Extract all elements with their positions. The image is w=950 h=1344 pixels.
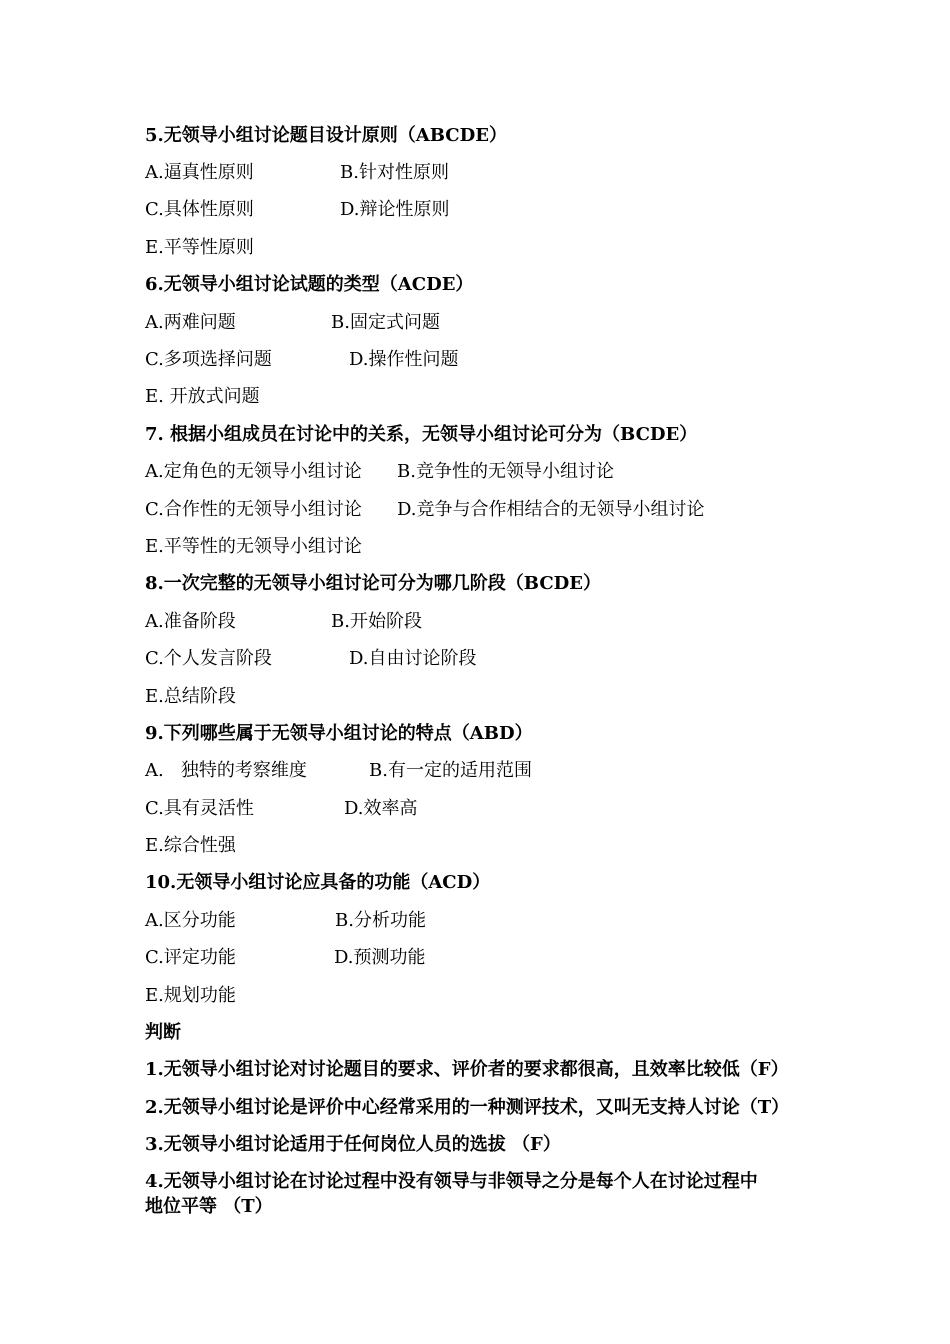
judgement-item-1: 1.无领导小组讨论对讨论题目的要求、评价者的要求都很高，且效率比较低（F）	[145, 1059, 789, 1080]
option-a: A.准备阶段	[145, 611, 236, 632]
question-8-options-row-2	[145, 647, 477, 671]
option-e: E.规划功能	[145, 985, 236, 1006]
option-c: C.合作性的无领导小组讨论	[145, 499, 362, 520]
judgement-item-2: 2.无领导小组讨论是评价中心经常采用的一种测评技术，又叫无支持人讨论（T）	[145, 1097, 790, 1118]
option-b: B.固定式问题	[331, 312, 440, 333]
option-a: A.两难问题	[145, 312, 236, 333]
option-e: E.综合性强	[145, 835, 236, 856]
option-c: C.评定功能	[145, 947, 236, 968]
question-7-options-row-2	[145, 498, 705, 522]
option-a: A.定角色的无领导小组讨论	[145, 461, 362, 482]
option-e: E.平等性的无领导小组讨论	[145, 536, 362, 557]
question-7-title: 7. 根据小组成员在讨论中的关系，无领导小组讨论可分为（BCDE）	[145, 424, 698, 445]
question-9-options-row-3	[145, 834, 236, 858]
question-10-options-row-2	[145, 946, 426, 970]
option-c: C.具体性原则	[145, 199, 254, 220]
question-5-title: 5.无领导小组讨论题目设计原则（ABCDE）	[145, 125, 507, 146]
judgement-item-4-continuation: 地位平等 （T）	[145, 1196, 273, 1217]
question-8-options-row-1	[145, 610, 422, 634]
question-6-options-row-3	[145, 385, 260, 409]
question-5-options-row-2	[145, 198, 450, 222]
question-10-options-row-3	[145, 984, 236, 1008]
option-b: B.有一定的适用范围	[369, 760, 532, 781]
option-b: B.开始阶段	[331, 611, 422, 632]
question-6-title: 6.无领导小组讨论试题的类型（ACDE）	[145, 274, 474, 295]
option-c: C.具有灵活性	[145, 798, 254, 819]
option-d: D.操作性问题	[349, 349, 459, 370]
option-e: E.总结阶段	[145, 686, 236, 707]
question-9-options-row-1	[145, 759, 532, 783]
option-a: A.区分功能	[145, 910, 236, 931]
question-6-options-row-2	[145, 348, 459, 372]
question-5-options-row-1	[145, 161, 449, 185]
option-a: A. 独特的考察维度	[145, 760, 307, 781]
option-d: D.预测功能	[334, 947, 426, 968]
option-e: E.平等性原则	[145, 237, 254, 258]
question-8-options-row-3	[145, 685, 236, 709]
option-b: B.针对性原则	[340, 162, 449, 183]
question-7-options-row-3	[145, 535, 362, 559]
question-9-title: 9.下列哪些属于无领导小组讨论的特点（ABD）	[145, 723, 533, 744]
question-10-options-row-1	[145, 909, 426, 933]
option-a: A.逼真性原则	[145, 162, 254, 183]
option-e: E. 开放式问题	[145, 386, 260, 407]
option-b: B.分析功能	[335, 910, 426, 931]
question-6-options-row-1	[145, 311, 440, 335]
question-9-options-row-2	[145, 797, 418, 821]
judgement-heading: 判断	[145, 1022, 181, 1043]
option-d: D.效率高	[344, 798, 418, 819]
question-7-options-row-1	[145, 460, 614, 484]
judgement-item-3: 3.无领导小组讨论适用于任何岗位人员的选拔 （F）	[145, 1134, 561, 1155]
judgement-item-4: 4.无领导小组讨论在讨论过程中没有领导与非领导之分是每个人在讨论过程中	[145, 1171, 758, 1192]
question-5-options-row-3	[145, 236, 254, 260]
option-d: D.辩论性原则	[340, 199, 450, 220]
question-10-title: 10.无领导小组讨论应具备的功能（ACD）	[145, 872, 491, 893]
option-b: B.竞争性的无领导小组讨论	[397, 461, 614, 482]
question-8-title: 8.一次完整的无领导小组讨论可分为哪几阶段（BCDE）	[145, 573, 601, 594]
option-c: C.多项选择问题	[145, 349, 272, 370]
option-c: C.个人发言阶段	[145, 648, 272, 669]
option-d: D.自由讨论阶段	[349, 648, 477, 669]
option-d: D.竞争与合作相结合的无领导小组讨论	[397, 499, 705, 520]
